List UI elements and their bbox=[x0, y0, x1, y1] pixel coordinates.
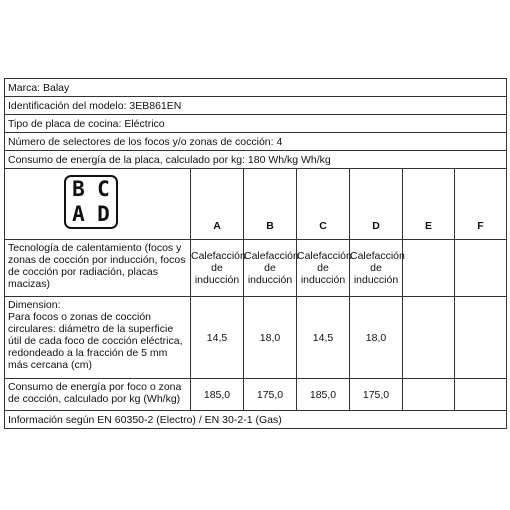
zone-consumption-value-d: 175,0 bbox=[350, 379, 403, 411]
zone-consumption-value-a: 185,0 bbox=[191, 379, 244, 411]
logo-letter-c: C bbox=[97, 177, 110, 201]
dimension-value-b: 18,0 bbox=[244, 297, 297, 379]
dimension-label: Dimension: Para focos o zonas de cocción circulares: diámetro de la superficie útil de cada foco de cocción eléctrica, redondeado a la fracción de 5 mm más cercana (cm) bbox=[5, 297, 191, 379]
zone-consumption-value-c: 185,0 bbox=[297, 379, 350, 411]
selectors-row: Número de selectores de los focos y/o zonas de cocción: 4 bbox=[5, 133, 507, 151]
zone-consumption-value-e bbox=[403, 379, 455, 411]
dimension-value-c: 14,5 bbox=[297, 297, 350, 379]
logo-letter-a: A bbox=[72, 202, 85, 226]
hob-consumption-row: Consumo de energía de la placa, calculado por kg: 180 Wh/kg Wh/kg bbox=[5, 151, 507, 169]
column-header-f: F bbox=[455, 169, 507, 240]
model-row: Identificación del modelo: 3EB861EN bbox=[5, 97, 507, 115]
zone-consumption-value-f bbox=[455, 379, 507, 411]
column-header-c: C bbox=[297, 169, 350, 240]
technology-value-d: Calefacción de inducción bbox=[350, 240, 403, 297]
logo-letter-b: B bbox=[72, 177, 85, 201]
logo-cell bbox=[5, 169, 191, 240]
technology-value-e bbox=[403, 240, 455, 297]
column-header-d: D bbox=[350, 169, 403, 240]
logo-letter-d: D bbox=[97, 202, 110, 226]
dimension-value-f bbox=[455, 297, 507, 379]
column-header-e: E bbox=[403, 169, 455, 240]
technology-value-a: Calefacción de inducción bbox=[191, 240, 244, 297]
brand-row: Marca: Balay bbox=[5, 79, 507, 97]
standards-footer: Información según EN 60350-2 (Electro) / EN 30-2-1 (Gas) bbox=[5, 411, 507, 429]
bcad-zones-icon bbox=[64, 175, 118, 229]
dimension-value-a: 14,5 bbox=[191, 297, 244, 379]
energy-table bbox=[4, 78, 507, 429]
zone-consumption-value-b: 175,0 bbox=[244, 379, 297, 411]
column-header-b: B bbox=[244, 169, 297, 240]
technology-value-b: Calefacción de inducción bbox=[244, 240, 297, 297]
column-header-a: A bbox=[191, 169, 244, 240]
dimension-value-d: 18,0 bbox=[350, 297, 403, 379]
zone-consumption-label: Consumo de energía por foco o zona de cocción, calculado por kg (Wh/kg) bbox=[5, 379, 191, 411]
energy-data-sheet bbox=[4, 78, 506, 429]
dimension-value-e bbox=[403, 297, 455, 379]
technology-value-f bbox=[455, 240, 507, 297]
technology-label: Tecnología de calentamiento (focos y zonas de cocción por inducción, focos de cocción por radiación, placas macizas) bbox=[5, 240, 191, 297]
hob-type-row: Tipo de placa de cocina: Eléctrico bbox=[5, 115, 507, 133]
technology-value-c: Calefacción de inducción bbox=[297, 240, 350, 297]
